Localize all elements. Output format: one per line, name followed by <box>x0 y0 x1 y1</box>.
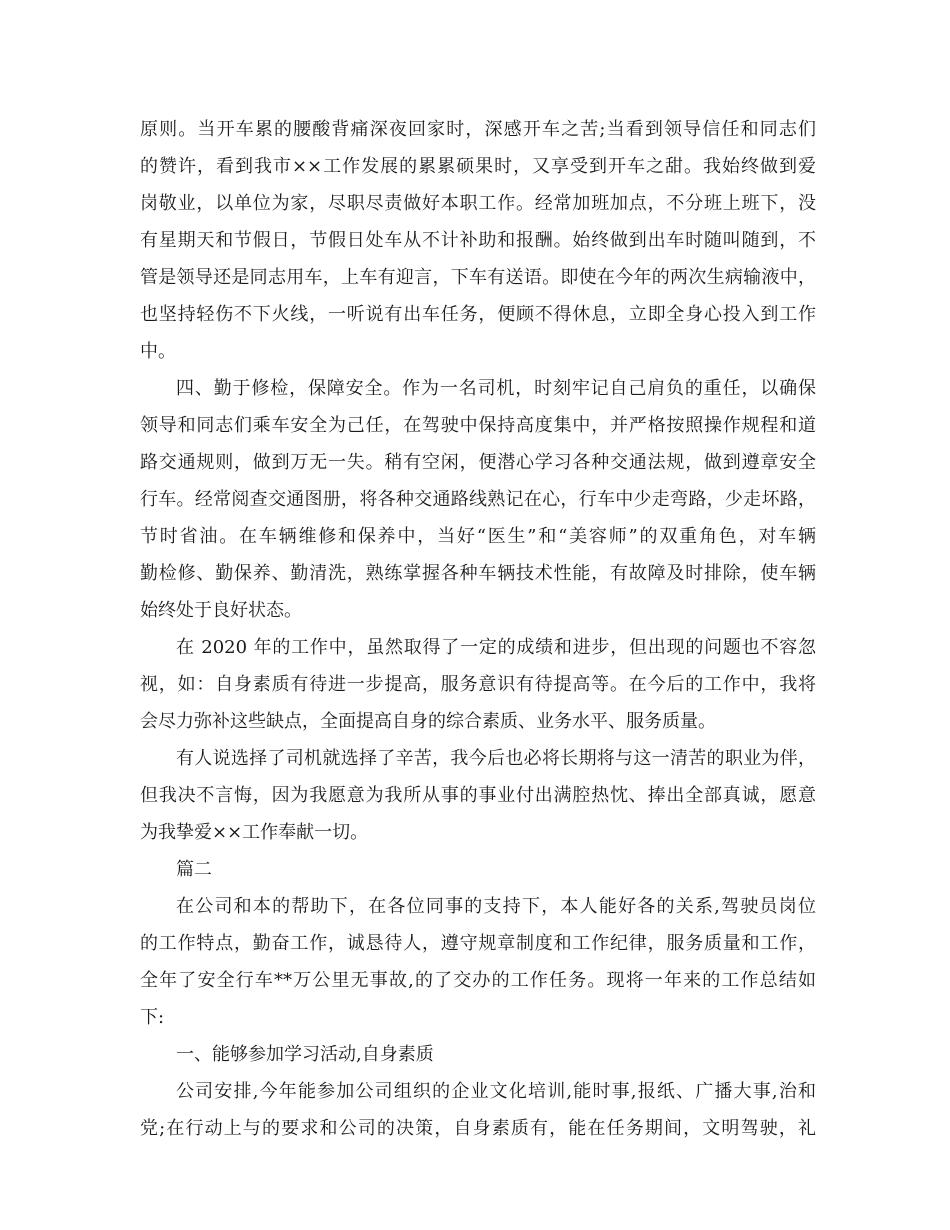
text-line: 的工作特点，勤奋工作，诚恳待人，遵守规章制度和工作纪律，服务质量和工作， <box>140 933 816 954</box>
text-line: 一、能够参加学习活动,自身素质 <box>176 1044 434 1065</box>
text-line: 中。 <box>140 341 176 362</box>
text-line: 全年了安全行车**万公里无事故,的了交办的工作任务。现将一年来的工作总结如 <box>140 970 816 991</box>
text-line: 视，如：自身素质有待进一步提高，服务意识有待提高等。在今后的工作中，我将 <box>140 674 816 695</box>
text-line: 原则。当开车累的腰酸背痛深夜回家时，深感开车之苦;当看到领导信任和同志们 <box>140 119 816 140</box>
text-line: 的赞许，看到我市××工作发展的累累硕果时，又享受到开车之甜。我始终做到爱 <box>140 156 816 177</box>
text-line: 篇二 <box>176 859 212 880</box>
text-line: 四、勤于修检，保障安全。作为一名司机，时刻牢记自己肩负的重任，以确保 <box>176 378 816 399</box>
text-line: 有星期天和节假日，节假日处车从不计补助和报酬。始终做到出车时随叫随到，不 <box>140 230 816 251</box>
subheading <box>140 1036 816 1073</box>
section-heading <box>140 851 816 888</box>
text-line: 下: <box>140 1007 165 1028</box>
text-line: 节时省油。在车辆维修和保养中，当好“医生”和“美容师”的双重角色，对车辆 <box>140 526 816 547</box>
text-line: 也坚持轻伤不下火线，一听说有出车任务，便顾不得休息，立即全身心投入到工作 <box>140 304 816 325</box>
text-line: 为我挚爱××工作奉献一切。 <box>140 822 369 843</box>
text-line: 勤检修、勤保养、勤清洗，熟练掌握各种车辆技术性能，有故障及时排除，使车辆 <box>140 563 816 584</box>
paragraph <box>140 1073 816 1147</box>
text-line: 始终处于良好状态。 <box>140 600 302 621</box>
text-line: 会尽力弥补这些缺点，全面提高自身的综合素质、业务水平、服务质量。 <box>140 711 716 732</box>
text-line: 但我决不言悔，因为我愿意为我所从事的事业付出满腔热忱、捧出全部真诚，愿意 <box>140 785 816 806</box>
paragraph <box>140 888 816 1036</box>
text-line: 有人说选择了司机就选择了辛苦，我今后也必将长期将与这一清苦的职业为伴， <box>176 748 816 769</box>
text-line: 在 2020 年的工作中，虽然取得了一定的成绩和进步，但出现的问题也不容忽 <box>176 637 816 658</box>
text-line: 公司安排,今年能参加公司组织的企业文化培训,能时事,报纸、广播大事,治和 <box>176 1081 816 1102</box>
text-line: 行车。经常阅查交通图册，将各种交通路线熟记在心，行车中少走弯路，少走坏路， <box>140 489 816 510</box>
paragraph <box>140 111 816 370</box>
paragraph <box>140 629 816 740</box>
text-line: 在公司和本的帮助下，在各位同事的支持下，本人能好各的关系,驾驶员岗位 <box>176 896 816 917</box>
paragraph <box>140 740 816 851</box>
text-line: 岗敬业，以单位为家，尽职尽责做好本职工作。经常加班加点，不分班上班下，没 <box>140 193 816 214</box>
text-line: 党;在行动上与的要求和公司的决策，自身素质有，能在任务期间，文明驾驶，礼 <box>140 1118 816 1139</box>
paragraph <box>140 370 816 629</box>
text-line: 领导和同志们乘车安全为己任，在驾驶中保持高度集中，并严格按照操作规程和道 <box>140 415 816 436</box>
text-line: 路交通规则，做到万无一失。稍有空闲，便潜心学习各种交通法规，做到遵章安全 <box>140 452 816 473</box>
text-line: 管是领导还是同志用车，上车有迎言，下车有送语。即使在今年的两次生病输液中， <box>140 267 816 288</box>
document-body <box>140 111 816 1147</box>
